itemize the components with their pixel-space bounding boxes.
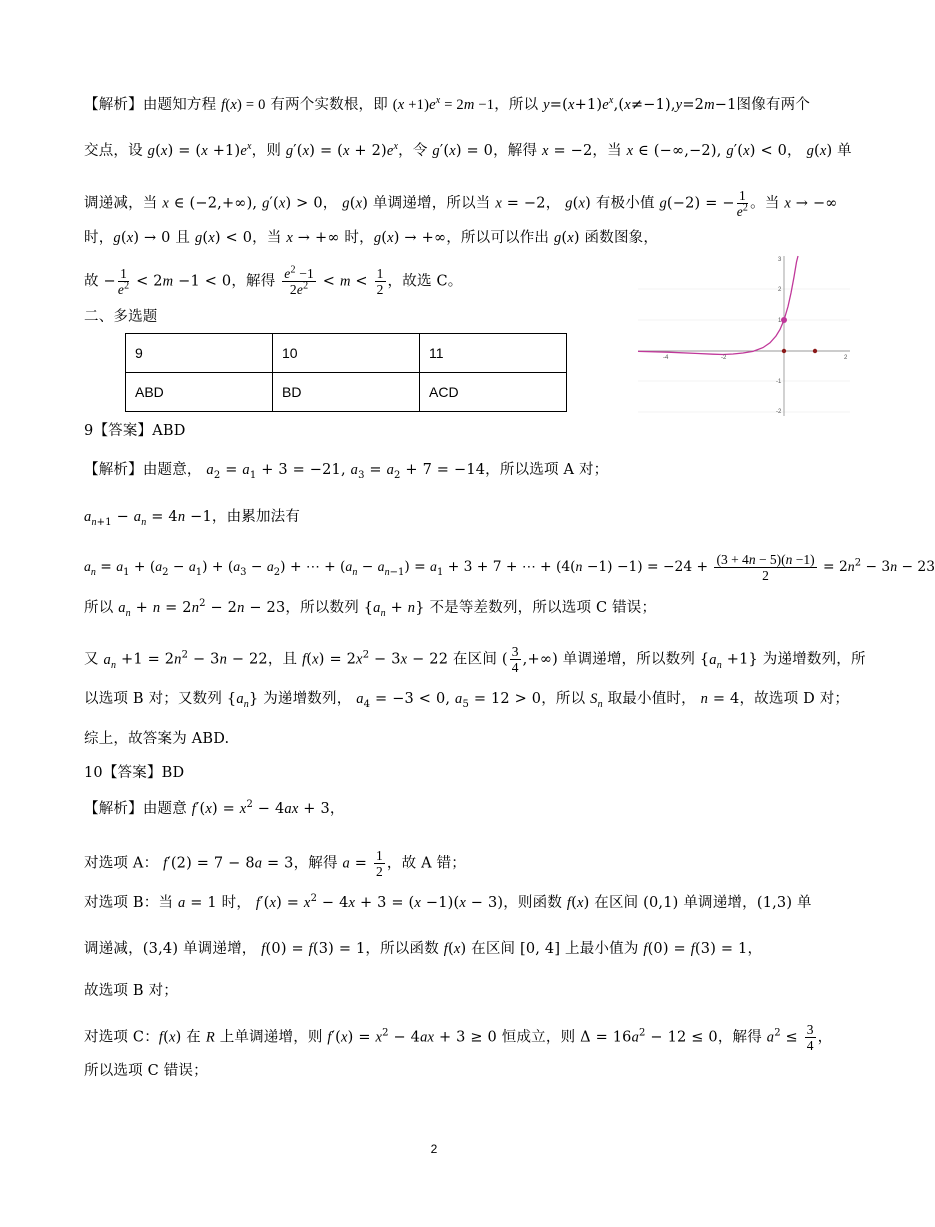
y-tick-neg1: -1 [776, 379, 782, 385]
x-tick-2: 2 [844, 355, 848, 361]
q9-line-3: $a_n = a_1 + (a_2 - a_1) + (a_3 - a_2)$ + ⋯ + $(a_n - a_{n-1}) = a_1 + 3 + 7$ + ⋯ + (4(n −1) −1) = −24 + $\frac{(3 + 4n - 5)(n -1)}{2}$ = $2n^2 - 3n - 23$ [84, 552, 935, 583]
q10-line-5: 故选项 B 对； [84, 983, 178, 999]
q9-answer: ABD [152, 423, 186, 439]
section-title: 二、多选题 [84, 309, 158, 325]
page-number: 2 [430, 1142, 438, 1156]
analysis-line-1: 【解析】由题知方程 f(x) = 0 有两个实数根，即 $(x +1)e^x = 2m -1$，所以 $y=(x+1)e^x,(x\ne-1),y=2m-1$图像有两个 [84, 95, 811, 113]
function-graph [638, 256, 850, 416]
q9-label: 9 [84, 423, 94, 439]
analysis-line-4: 时，g(x) → 0 且 g(x) < 0，当 x → +∞ 时，g(x) → +∞，所以可以作出 g(x) 函数图象， [84, 230, 659, 246]
analysis-line-5: 故 − $\frac{1}{e^2}$ < 2m −1 < 0，解得 $\frac{e^2 -1}{2e^2}$ < m < $\frac{1}{2}$ ，故选 C。 [84, 264, 463, 297]
answer-table [125, 333, 567, 412]
q9-line-4: 所以 $a_n + n = 2n^2 - 2n - 23$，所以数列 $\{a_n + n\}$ 不是等差数列，所以选项 C 错误； [84, 598, 657, 619]
analysis-tag: 【解析】 [84, 97, 143, 113]
q10-line-1: 【解析】由题意 $f'(x) = x^2 - 4ax + 3$， [84, 799, 345, 817]
analysis-line-3: 调递减，当 x ∈ (−2,+∞), g′(x) > 0， g(x) 单调递增，所以当 x = −2， g(x) 有极小值 g(−2) = − $\frac{1}{e^2}$ 。当 x → −∞ [84, 188, 838, 219]
q9-line-1: 【解析】由题意， $a_2 = a_1 + 3 = -21$, $a_3 = a_2 + 7 = -14$，所以选项 A 对； [84, 462, 609, 481]
point-1-0 [813, 349, 817, 353]
table-cell: ABD [126, 373, 273, 412]
q10-line-6: 对选项 C：f(x) 在 R 上单调递增，则 $f'(x) = x^2 - 4ax + 3 \ge 0$ 恒成立，则 $\Delta = 16a^2 - 12 \le 0$，解得 $a^2$ ≤ $\frac{3}{4}$ ， [84, 1022, 833, 1053]
curve-g-x [638, 256, 798, 355]
q10-line-7: 所以选项 C 错误； [84, 1063, 208, 1079]
q10-line-2: 对选项 A： f′(2) = 7 − 8a = 3，解得 a = $\frac{1}{2}$ ，故 A 错； [84, 848, 466, 879]
table-cell: 9 [126, 334, 273, 373]
y-tick-3: 3 [778, 257, 782, 263]
q10-line-3: 对选项 B：当 a = 1 时， $f'(x) = x^2 - 4x + 3 = (x -1)(x - 3)$，则函数 f(x) 在区间 (0,1) 单调递增，(1,3) 单 [84, 893, 812, 911]
q9-line-2: $a_{n+1} - a_n = 4n -1$，由累加法有 [84, 509, 301, 528]
analysis-tag: 【解析】 [84, 462, 143, 478]
table-cell: 11 [420, 334, 567, 373]
table-cell: ACD [420, 373, 567, 412]
point-0-1 [781, 317, 787, 323]
q10-answer-line [84, 764, 184, 782]
x-tick-neg4: -4 [663, 355, 669, 361]
analysis-tag: 【解析】 [84, 801, 143, 817]
q10-answer: BD [161, 765, 185, 781]
q9-line-6: 以选项 B 对；又数列 $\{a_n\}$ 为递增数列， $a_4 = -3 < 0$, $a_5 = 12 > 0$，所以 $S_n$ 取最小值时， n = 4，故选项 D 对； [84, 691, 850, 710]
q9-line-5: 又 $a_n +1 = 2n^2 - 3n - 22$，且 $f(x) = 2x^2 - 3x - 22$ 在区间 ( $\frac{3}{4}$ ,+∞) 单调递增，所以数列 $\{a_n +1\}$ 为递增数列，所 [84, 644, 866, 675]
table-row [126, 373, 567, 412]
y-tick-neg2: -2 [776, 409, 782, 415]
x-tick-neg2: -2 [721, 355, 727, 361]
answer-tag: 【答案】 [93, 423, 153, 439]
y-tick-1: 1 [778, 318, 782, 324]
y-tick-2: 2 [778, 287, 782, 293]
answer-tag: 【答案】 [102, 765, 162, 781]
table-cell: BD [273, 373, 420, 412]
graph-grid [638, 289, 850, 412]
q9-line-7: 综上，故答案为 ABD. [84, 731, 230, 747]
q10-label: 10 [84, 765, 103, 781]
table-cell: 10 [273, 334, 420, 373]
q9-answer-line [84, 422, 186, 440]
analysis-line-2: 交点，设 $g(x) = (x +1)e^x$，则 $g'(x) = (x + 2)e^x$，令 g′(x) = 0，解得 x = −2，当 x ∈ (−∞,−2), g′(x) < 0， g(x) 单 [84, 141, 852, 159]
table-row [126, 334, 567, 373]
point-origin [782, 349, 786, 353]
q10-line-4: 调递减，(3,4) 单调递增， f(0) = f(3) = 1，所以函数 f(x) 在区间 [0, 4] 上最小值为 f(0) = f(3) = 1， [84, 941, 763, 957]
